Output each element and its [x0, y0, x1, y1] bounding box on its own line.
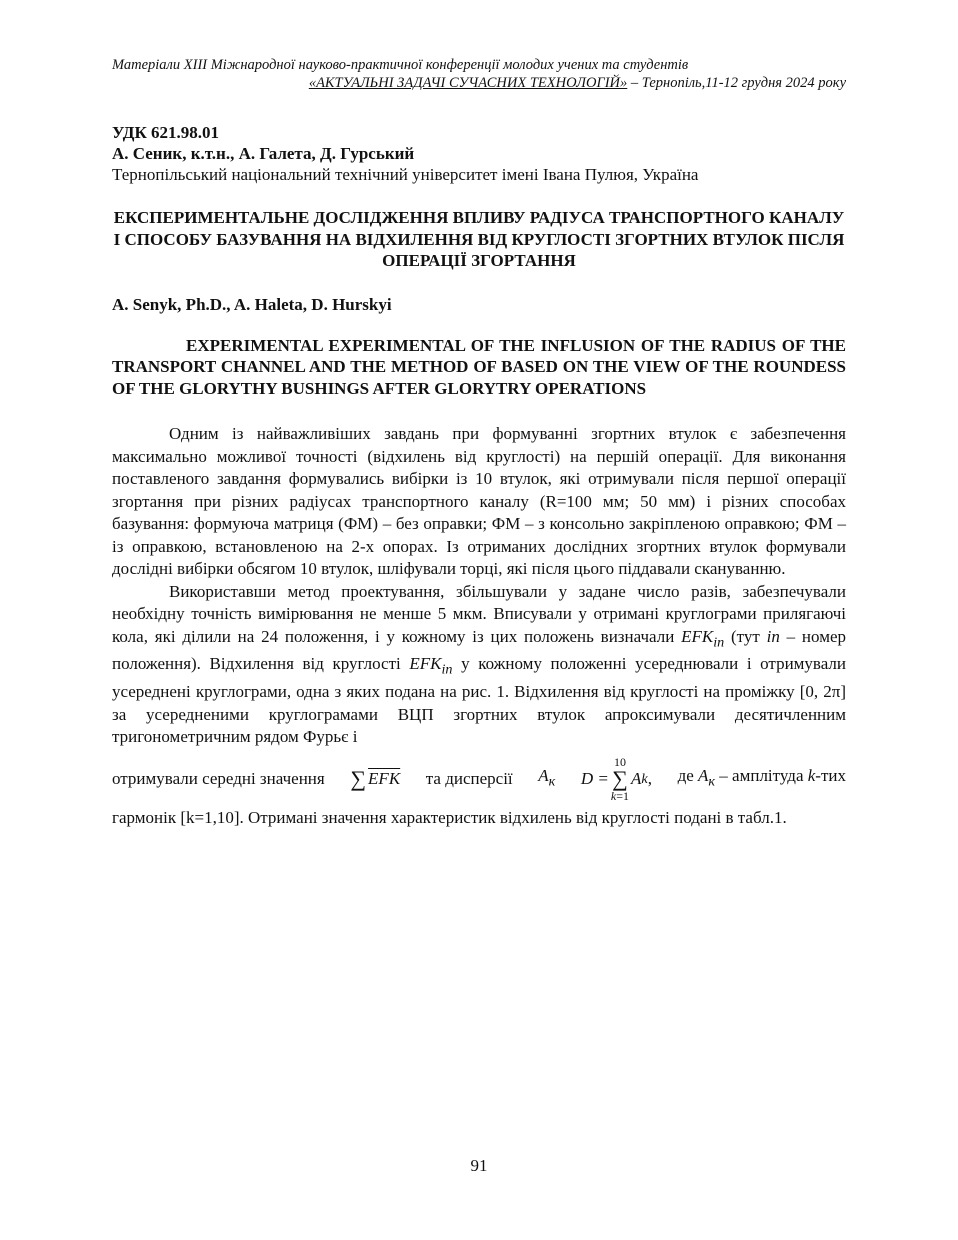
conference-name: «АКТУАЛЬНІ ЗАДАЧІ СУЧАСНИХ ТЕХНОЛОГІЙ» [308, 75, 628, 91]
conference-place-date: – Тернопіль,11-12 грудня 2024 року [627, 75, 846, 91]
p2-text-2: (тут [724, 626, 767, 646]
a-subscript: к [548, 773, 556, 790]
dispersion-formula [581, 755, 652, 803]
k-letter: k [807, 765, 816, 785]
a-k-symbol-2 [698, 765, 716, 790]
sigma-symbol: ∑ [350, 765, 367, 791]
efk-in-symbol [681, 626, 725, 650]
udk-code: УДК 621.98.01 [112, 123, 220, 142]
amp-text: – амплітуда [715, 765, 808, 785]
harm-suffix: -тих [815, 765, 846, 785]
formula-line [112, 755, 846, 803]
efk-in-symbol-2 [409, 654, 453, 678]
efk-text-2: EFK [409, 654, 442, 674]
de-word: де [677, 765, 694, 785]
sum-lower-limit [611, 789, 629, 803]
efk-text: EFK [681, 626, 714, 646]
paragraph-2-end: гармонік [k=1,10]. Отримані значення характеристик відхилень від круглості подані в табл.1. [112, 807, 787, 827]
sum-index: k [610, 788, 617, 803]
formula-prefix: отримували середні значення [112, 768, 325, 788]
efk-bar: $\overline{EFK}$ [368, 768, 401, 788]
formula-comma: , [647, 768, 652, 788]
paragraph-1: Одним із найважливіших завдань при формуванні згортних втулок є забезпечення максимально можливої точності (відхилень від круглості) на першій операції. Для виконання поставленого завдання формувались вибірки із 10 втулок, які отримували після першої операції згортання при різних радіусах транспортного каналу (R=100 мм; 50 мм) і різних способах базування: формуюча матриця (ФМ) – без оправки; ФМ – з консольно закріпленою оправкою; ФМ – із оправкою, встановленою на 2-х опорах. Із отриманих дослідних згортних втулок формували дослідні вибірки обсягом 10 втулок, шліфували торці, які після цього піддавали скануванню. [112, 424, 846, 578]
a-letter: A [538, 765, 549, 785]
p2-text-3: – номер положення). Відхилення від круглості [112, 626, 847, 674]
header-line-2 [112, 74, 846, 92]
header-line-1: Матеріали XIII Міжнародної науково-практичної конференції молодих учених та студентів [112, 57, 689, 73]
title-english: EXPERIMENTAL EXPERIMENTAL OF THE INFLUSION OF THE RADIUS OF THE TRANSPORT CHANNEL AND THE METHOD OF BASED ON THE VIEW OF THE ROUNDESS OF THE GLORYTHY BUSHINGS AFTER GLORYTRY OPERATIONS [112, 335, 846, 398]
a-k-term: A [631, 768, 642, 788]
authors-ua: А. Сеник, к.т.н., А. Галета, Д. Гурський [112, 144, 415, 163]
sum-upper-limit: 10 [613, 754, 626, 769]
amplitude-text [678, 765, 846, 793]
paragraph-2 [112, 581, 846, 749]
p2-text-4: у кожному положенні усереднювали і отримували усереднені круглограми, одна з яких подана на рис. 1. Відхилення від круглості на проміжку [0, 2π] за усередненими круглограмами ВЦП згортних втулок апроксимували десятичленним тригонометричним рядом Фурьє і [112, 654, 846, 747]
a-subscript-2: к [708, 773, 716, 790]
in-word: in [766, 626, 780, 646]
a-k-symbol [538, 765, 555, 793]
efk-subscript-2: in [441, 661, 453, 678]
conference-header [112, 56, 846, 92]
page-number: 91 [470, 1156, 488, 1175]
efk-subscript: in [713, 633, 725, 650]
sum-index-start: =1 [616, 788, 630, 803]
p2-text-1: Використавши метод проектування, збільшували у задане число разів, забезпечували необхідну точність вимірювання не менше 5 мкм. Вписували у отримані круглограми прилягаючі кола, які ділили на 24 положення, і у кожному із цих положень визначали [112, 581, 846, 646]
affiliation: Тернопільський національний технічний університет імені Івана Пулюя, Україна [112, 165, 699, 184]
a-letter-2: A [698, 765, 709, 785]
mean-efk-formula [350, 765, 401, 791]
dispersion-text: та дисперсії [425, 768, 513, 788]
title-ukrainian: ЕКСПЕРИМЕНТАЛЬНЕ ДОСЛІДЖЕННЯ ВПЛИВУ РАДІУСА ТРАНСПОРТНОГО КАНАЛУ І СПОСОБУ БАЗУВАННЯ НА ВІДХИЛЕННЯ ВІД КРУГЛОСТІ ЗГОРТНИХ ВТУЛОК ПІСЛЯ ОПЕРАЦІЇ ЗГОРТАННЯ [113, 208, 845, 270]
authors-en: A. Senyk, Ph.D., A. Haleta, D. Hurskyi [112, 294, 392, 314]
a-k-term-subscript: k [641, 770, 648, 787]
sum-operator [611, 755, 629, 803]
d-equals: D = [580, 768, 609, 788]
body-text [112, 423, 846, 829]
paper-page [112, 56, 846, 829]
sum-sigma: ∑ [612, 765, 628, 791]
